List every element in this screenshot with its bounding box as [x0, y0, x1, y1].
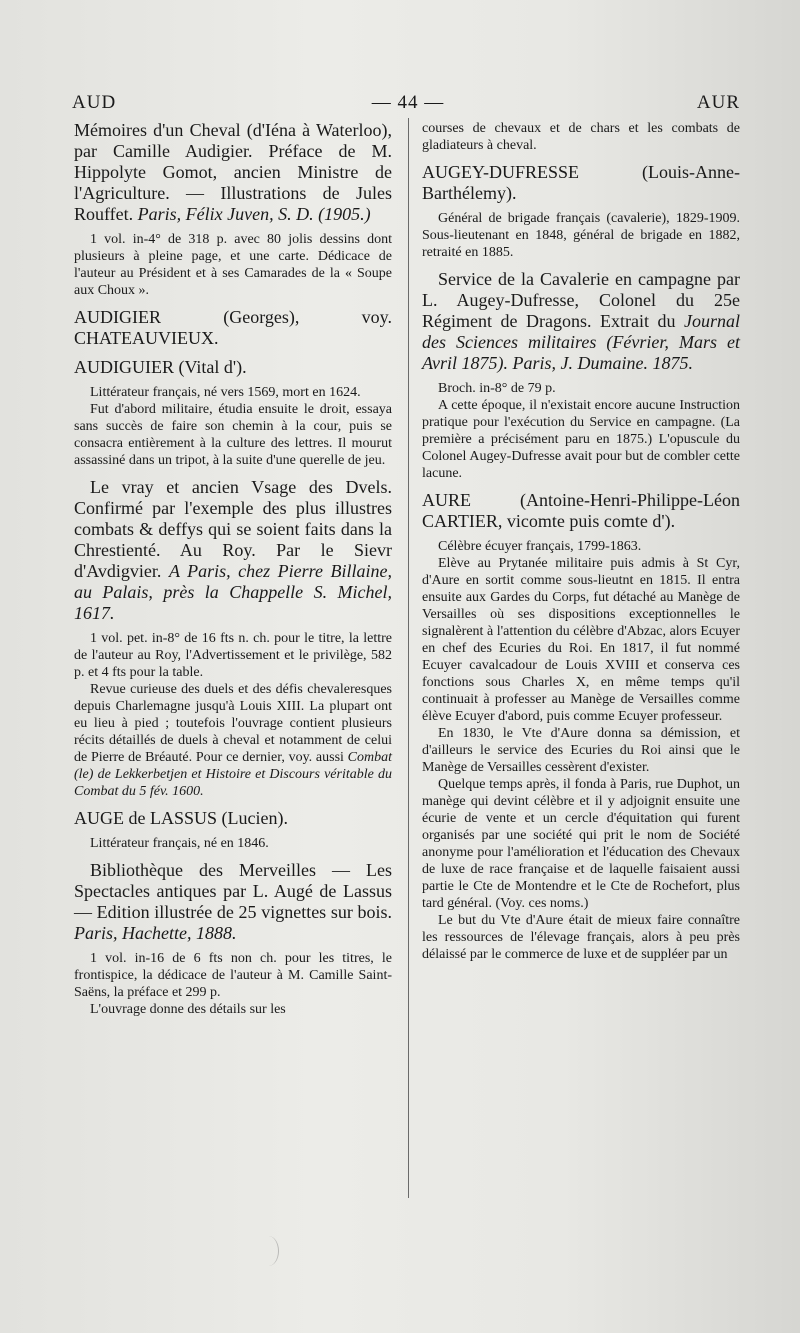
entry-description: L'ouvrage donne des détails sur les: [90, 1002, 286, 1017]
header-left: AUD: [72, 92, 117, 113]
right-column: [422, 120, 740, 963]
entry-biography: En 1830, le Vte d'Aure donna sa démission, et d'ailleurs le service des Ecuries du Roi ainsi que le Manège de Versailles cessèrent d'exister.: [422, 726, 740, 775]
entry-description: Broch. in-8° de 79 p.: [438, 381, 556, 396]
entry-heading: AUDIGIER (Georges), voy. CHATEAUVIEUX.: [74, 307, 392, 348]
page-number: — 44 —: [371, 92, 445, 113]
entry-description: A cette époque, il n'existait encore aucune Instruction pratique pour l'exécution du Service en campagne. (La première a précisément paru en 1875.) L'opuscule du Colonel Augey-Dufresse avait pour but de combler cette lacune.: [422, 398, 740, 481]
entry-biography: Célèbre écuyer français, 1799-1863.: [438, 539, 642, 554]
entry-description: courses de chevaux et de chars et les combats de gladiateurs à cheval.: [422, 121, 740, 153]
running-header: [72, 92, 740, 118]
entry-title: Mémoires d'un Cheval (d'Iéna à Waterloo), par Camille Audigier. Préface de M. Hippolyte Gomot, ancien Ministre de l'Agriculture. — Illustrations de Jules Rouffet. Paris, Félix Juven, S. D. (1905.): [74, 120, 392, 224]
entry-biography: Fut d'abord militaire, étudia ensuite le droit, essaya sans succès de faire son chemin à la cour, puis se consacra entièrement à la culture des lettres. Il mourut assassiné dans un tripot, à la suite d'une querelle de jeu.: [74, 402, 392, 468]
entry-biography: Quelque temps après, il fonda à Paris, rue Duphot, un manège qui devint célèbre et il y adjoignit ensuite une écurie de vente et un cercle d'équitation qui furent organisés par une société qui prit le nom de Société anonyme pour l'amélioration et l'éducation des Chevaux de luxe de race française et de laquelle faisaient aussi partie le Cte de Montendre et le Cte de Rochefort, plus tard général. (Voy. ces noms.): [422, 777, 740, 911]
entry-heading: AUDIGUIER (Vital d').: [74, 357, 247, 377]
entry-biography: Littérateur français, né en 1846.: [90, 836, 269, 851]
column-rule: [408, 118, 409, 1198]
entry-biography: Le but du Vte d'Aure était de mieux faire connaître les ressources de l'élevage français, alors à peu près délaissé par le commerce de luxe et de suppléer par un: [422, 913, 740, 962]
entry-title: Le vray et ancien Vsage des Dvels. Confirmé par l'exemple des plus illustres combats & deffys qui se soient faits dans la Chrestienté. Au Roy. Par le Sievr d'Avdigvier. A Paris, chez Pierre Billaine, au Palais, près la Chappelle S. Michel, 1617.: [74, 477, 393, 623]
entry-description: 1 vol. in-4° de 318 p. avec 80 jolis dessins dont plusieurs à pleine page, et une carte. Dédicace de l'auteur au Président et à ses Camarades de la « Soupe aux Choux ».: [74, 232, 392, 298]
header-right: AUR: [696, 92, 740, 113]
entry-heading: AUGE de LASSUS (Lucien).: [74, 808, 288, 828]
entry-biography: Elève au Prytanée militaire puis admis à St Cyr, d'Aure en sortit comme sous-lieutnt en 1815. Il entra ensuite aux Gardes du Corps, fut détaché au Manège de Versailles où ses dispositions exceptionnelles le signalèrent à l'attention du célèbre d'Abzac, alors Ecuyer en chef des Ecuries du Roi. En 1817, il fut nommé Ecuyer cavalcadour de Louis XVIII et conserva ces fonctions sous Charles X, en même temps qu'il continuait à professer au Manège de Versailles comme élève Ecuyer d'abord, puis comme Ecuyer professeur.: [422, 556, 740, 724]
entry-biography: Général de brigade français (cavalerie), 1829-1909. Sous-lieutenant en 1848, général de brigade en 1882, retraité en 1885.: [422, 211, 740, 260]
entry-title: Bibliothèque des Merveilles — Les Spectacles antiques par L. Augé de Lassus — Edition illustrée de 25 vignettes sur bois. Paris, Hachette, 1888.: [74, 860, 392, 943]
entry-heading: AURE (Antoine-Henri-Philippe-Léon CARTIER, vicomte puis comte d').: [422, 490, 740, 531]
entry-biography: Littérateur français, né vers 1569, mort en 1624.: [90, 385, 361, 400]
entry-heading: AUGEY-DUFRESSE (Louis-Anne-Barthélemy).: [422, 162, 740, 203]
entry-description: 1 vol. in-16 de 6 fts non ch. pour les titres, le frontispice, la dédicace de l'auteur à M. Camille Saint-Saëns, la préface et 299 p.: [74, 951, 392, 1000]
left-column: [74, 120, 392, 1018]
entry-title: Service de la Cavalerie en campagne par L. Augey-Dufresse, Colonel du 25e Régiment de Dragons. Extrait du Journal des Sciences militaires (Février, Mars et Avril 1875). Paris, J. Dumaine. 1875.: [422, 269, 740, 373]
entry-description: Revue curieuse des duels et des défis chevaleresques depuis Charlemagne jusqu'à Louis XIII. La plupart ont eu lieu à pied ; toutefois l'ouvrage contient plusieurs récits détaillés de duels à cheval et notamment de celui de Pierre de Bréauté. Pour ce dernier, voy. aussi Combat (le) de Lekkerbetjen et Histoire et Discours véritable du Combat du 5 fév. 1600.: [74, 682, 392, 799]
entry-description: 1 vol. pet. in-8° de 16 fts n. ch. pour le titre, la lettre de l'auteur au Roy, l'Advertissement et le privilège, 582 p. et 4 fts pour la table.: [74, 631, 392, 680]
paper-mark: [258, 1236, 279, 1266]
